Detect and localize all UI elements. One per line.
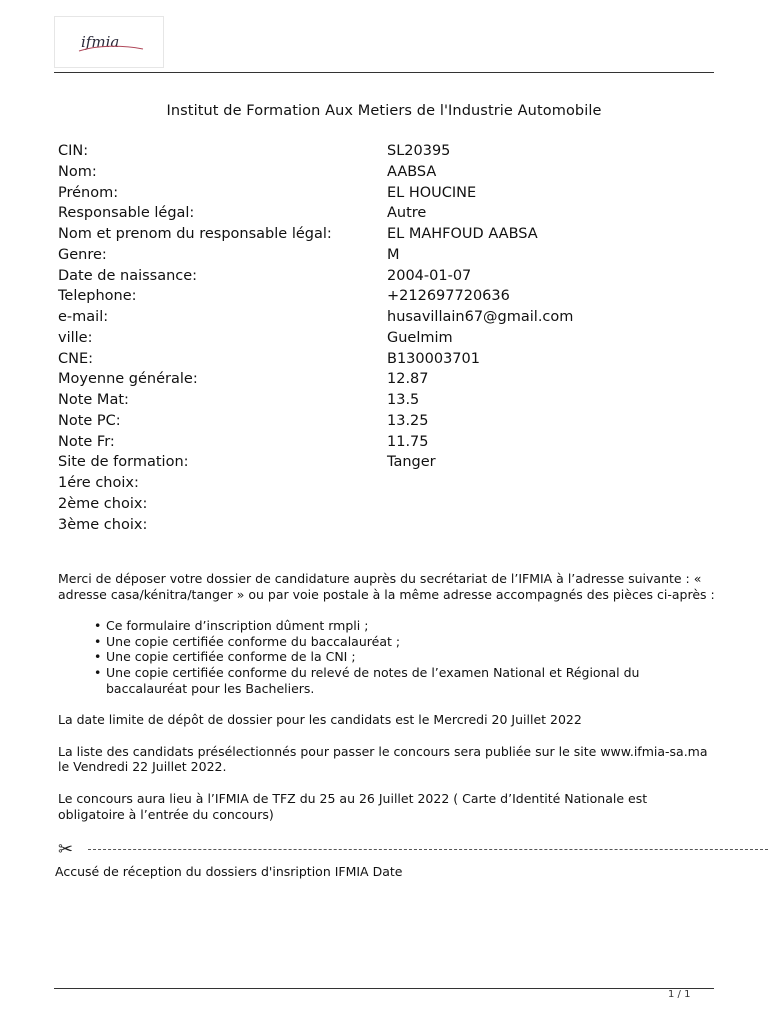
cut-line xyxy=(58,840,768,860)
field-row-note-fr xyxy=(58,432,718,453)
field-label: Note Mat: xyxy=(58,392,129,408)
field-label: CNE: xyxy=(58,350,94,367)
field-row-choix-2 xyxy=(58,494,718,515)
field-value: SL20395 xyxy=(387,143,451,159)
field-value: 11.75 xyxy=(387,433,429,450)
field-row-email xyxy=(58,307,718,328)
field-value: Guelmim xyxy=(387,329,453,346)
field-label: Telephone: xyxy=(58,288,137,305)
field-label: 3ème choix: xyxy=(58,516,148,533)
field-value: 13.5 xyxy=(387,392,420,408)
receipt-text: Accusé de réception du dossiers d'insription IFMIA Date xyxy=(55,864,403,879)
field-label: Site de formation: xyxy=(58,454,189,471)
field-label: Note PC: xyxy=(58,412,121,429)
deadline-text: La date limite de dépôt de dossier pour les candidats est le Mercredi 20 Juillet 2022 xyxy=(58,712,582,728)
field-row-telephone xyxy=(58,286,718,307)
list-item: • Ce formulaire d’inscription dûment rmpli ; xyxy=(106,618,716,634)
page-title: Institut de Formation Aux Metiers de l'Industrie Automobile xyxy=(166,103,602,119)
field-label: Date de naissance: xyxy=(58,267,198,284)
shortlist-text: La liste des candidats présélectionnés pour passer le concours sera publiée sur le site www.ifmia-sa.ma le Vendredi 22 Juillet 2022. xyxy=(58,743,708,775)
field-label: Note Fr: xyxy=(58,433,115,450)
required-documents-list xyxy=(58,618,716,696)
field-value: husavillain67@gmail.com xyxy=(387,309,574,325)
field-value: B130003701 xyxy=(387,350,480,367)
field-row-note-mat xyxy=(58,390,718,411)
field-value: EL MAHFOUD AABSA xyxy=(387,226,538,242)
field-value: 12.87 xyxy=(387,371,429,388)
field-row-prenom xyxy=(58,183,718,204)
page-number: 1 / 1 xyxy=(668,989,691,1000)
field-row-naissance xyxy=(58,266,718,287)
field-row-responsable xyxy=(58,203,718,224)
field-label: 1ére choix: xyxy=(58,475,139,491)
field-label: e-mail: xyxy=(58,309,109,325)
field-label: CIN: xyxy=(58,143,89,159)
field-row-cin xyxy=(58,141,718,162)
header-divider xyxy=(54,72,714,73)
field-row-site xyxy=(58,452,718,473)
field-value: +212697720636 xyxy=(387,288,510,305)
field-row-choix-3 xyxy=(58,515,718,536)
field-value: Autre xyxy=(387,205,427,222)
field-value: Tanger xyxy=(387,454,436,471)
field-value: 2004-01-07 xyxy=(387,267,472,284)
field-row-note-pc xyxy=(58,411,718,432)
field-label: Nom et prenom du responsable légal: xyxy=(58,226,332,242)
field-value: M xyxy=(387,246,400,263)
list-item: • Une copie certifiée conforme du relevé de notes de l’examen National et Régional du baccalauréat pour les Bacheliers. xyxy=(106,665,716,696)
field-row-moyenne xyxy=(58,369,718,390)
applicant-fields xyxy=(58,141,718,535)
field-label: 2ème choix: xyxy=(58,495,148,512)
instructions xyxy=(58,571,716,822)
field-row-cne xyxy=(58,349,718,370)
field-row-genre xyxy=(58,245,718,266)
list-item: • Une copie certifiée conforme de la CNI ; xyxy=(106,649,716,665)
logo-text: ifmia xyxy=(81,33,120,51)
field-label: Prénom: xyxy=(58,184,119,201)
field-label: Responsable légal: xyxy=(58,205,195,222)
field-row-choix-1 xyxy=(58,473,718,494)
field-row-responsable-nom xyxy=(58,224,718,245)
scissors-icon: ✂ xyxy=(58,839,74,860)
field-label: Genre: xyxy=(58,246,107,263)
field-value: EL HOUCINE xyxy=(387,184,477,201)
instructions-intro: Merci de déposer votre dossier de candidature auprès du secrétariat de l’IFMIA à l’adresse suivante : « adresse casa/kénitra/tanger » ou par voie postale à la même adresse accompagnés des pièces ci-après : xyxy=(58,571,715,602)
field-label: Moyenne générale: xyxy=(58,371,198,388)
field-row-ville xyxy=(58,328,718,349)
field-value: 13.25 xyxy=(387,412,429,429)
footer-divider xyxy=(54,988,714,989)
list-item: • Une copie certifiée conforme du baccalauréat ; xyxy=(106,634,716,650)
field-label: ville: xyxy=(58,329,93,346)
field-label: Nom: xyxy=(58,163,97,180)
logo-swoosh-icon xyxy=(77,43,147,55)
exam-text: Le concours aura lieu à l’IFMIA de TFZ du 25 au 26 Juillet 2022 ( Carte d’Identité Nationale est obligatoire à l’entrée du concours) xyxy=(58,790,648,822)
field-value: AABSA xyxy=(387,163,437,180)
logo xyxy=(54,16,164,68)
field-row-nom xyxy=(58,162,718,183)
dashed-divider xyxy=(88,849,768,850)
